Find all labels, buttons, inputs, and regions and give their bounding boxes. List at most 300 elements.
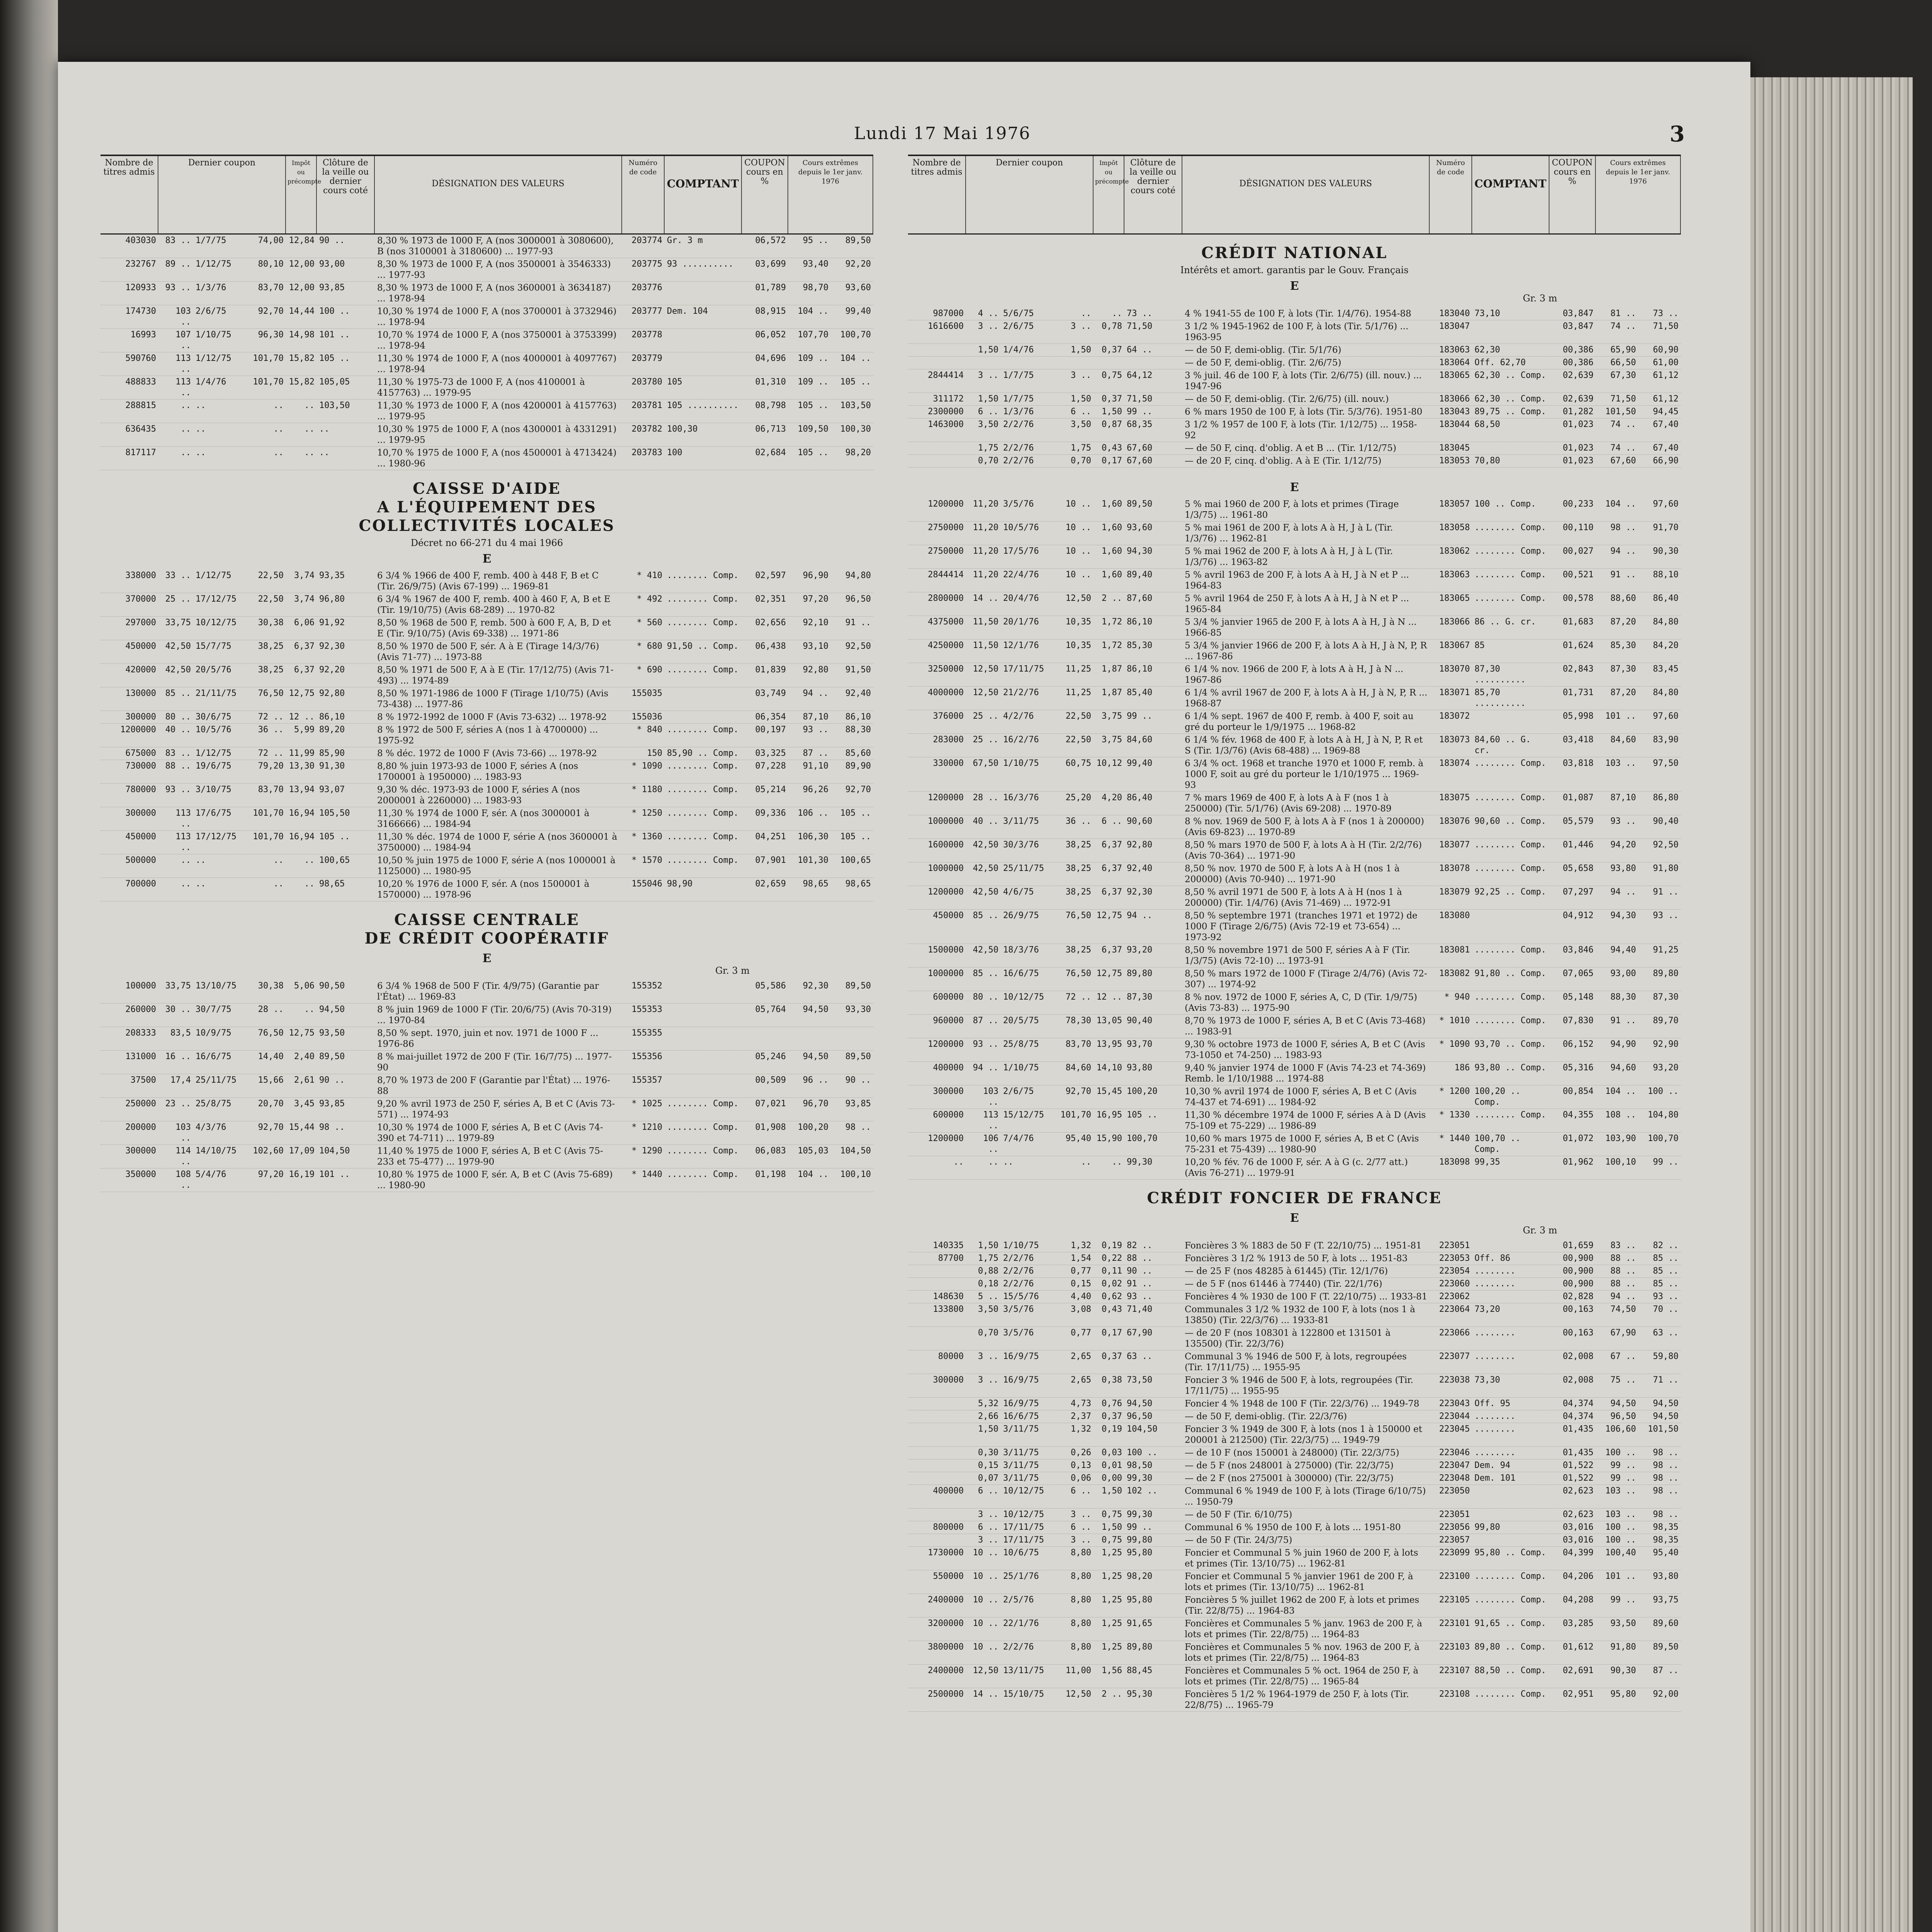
cell-montant-global: 5 ..: [978, 1292, 998, 1301]
cell-plus-bas: 97,60: [1653, 499, 1679, 509]
cell-plus-haut: 103,90: [1605, 1134, 1636, 1143]
cell-comptant: ........: [1475, 1352, 1515, 1361]
cell-designation: 4 % 1941-55 de 100 F, à lots (Tir. 1/4/76). 1954-88: [1185, 309, 1412, 319]
cell-montant-net: 38,25: [1065, 887, 1091, 897]
cell-montant-global: [966, 357, 1001, 369]
cell-plus-bas: 61,00: [1653, 358, 1679, 367]
cell-nombre-titres: [908, 344, 966, 356]
cell-nombre-titres: 1616600: [928, 321, 964, 331]
table-row: [908, 687, 1681, 710]
page-date: Lundi 17 Mai 1976: [854, 124, 1031, 143]
cell-nombre-titres: 3800000: [928, 1642, 964, 1652]
cell-coupon-cours: 02,843: [1563, 664, 1594, 674]
cell-plus-haut: 101 ..: [1605, 1571, 1636, 1581]
cell-coupon-cours: 01,962: [1563, 1157, 1594, 1167]
cell-comptant: 93,70 .. Comp.: [1475, 1039, 1546, 1049]
cell-impot: 0,75: [1102, 1535, 1122, 1545]
cell-cloture: 71,50: [1127, 394, 1153, 404]
left-rows-bottom: [100, 980, 873, 1192]
cell-montant-global: 103 ..: [983, 1087, 1004, 1107]
cell-montant-global: 80 ..: [973, 992, 998, 1002]
table-row: [908, 1015, 1681, 1038]
cell-coupon-cours: 04,912: [1563, 911, 1594, 920]
cell-designation: 10,70 % 1975 de 1000 F, A (nos 4500001 à 4713424) ... 1980-96: [377, 448, 619, 469]
cell-cloture: 100 ..: [1127, 1448, 1158, 1458]
cell-impot: 16,94: [289, 832, 315, 842]
cell-montant-global: 0,88: [978, 1266, 998, 1276]
cell-date-detach: 2/2/76: [1003, 1253, 1034, 1263]
cell-coupon-cours: 05,579: [1563, 816, 1594, 826]
table-row: [100, 352, 873, 376]
table-row: [100, 854, 873, 878]
cell-coupon-cours: 04,374: [1563, 1412, 1594, 1421]
cell-montant-global: 3 ..: [978, 371, 998, 380]
cell-impot: ..: [304, 879, 315, 889]
cell-date-detach: 17/11/75: [1003, 1522, 1044, 1532]
col-comptant: COMPTANT: [665, 156, 742, 233]
cell-montant-net: 1,50: [1071, 345, 1091, 355]
cell-code: 223051: [1439, 1510, 1470, 1519]
cell-code: 183081: [1439, 945, 1470, 955]
cell-plus-bas: 100,70: [1648, 1134, 1679, 1143]
cell-date-detach: 2/2/76: [1003, 420, 1034, 429]
cell-cloture: 95,80: [1127, 1595, 1153, 1605]
cell-nombre-titres: 130000: [125, 689, 156, 698]
cell-montant-net: 92,70: [258, 306, 284, 316]
table-row: [908, 1374, 1681, 1398]
cell-date-detach: 1/12/75: [196, 259, 231, 269]
cell-nombre-titres: 1000000: [928, 969, 964, 978]
cell-montant-net: 102,60: [253, 1146, 284, 1156]
cell-cloture: 93,60: [1127, 523, 1153, 532]
cell-montant-global: 12,50: [973, 688, 998, 697]
cell-coupon-cours: 03,285: [1563, 1619, 1594, 1628]
cell-comptant: ........ Comp.: [667, 1122, 739, 1132]
cell-montant-net: 95,40: [1065, 1134, 1091, 1143]
cell-montant-global: 83 ..: [165, 236, 191, 245]
cell-plus-haut: 91,80: [1610, 1642, 1636, 1652]
cell-comptant: 99,80: [1475, 1522, 1500, 1532]
cell-montant-global: 33 ..: [165, 571, 191, 580]
cell-code: 183082: [1439, 969, 1470, 978]
cell-impot: 6,37: [1102, 840, 1122, 850]
cell-montant-global: 6 ..: [978, 1486, 998, 1496]
cell-plus-haut: 67,60: [1610, 456, 1636, 466]
cell-plus-haut: 65,90: [1610, 345, 1636, 355]
cell-coupon-cours: 01,522: [1563, 1473, 1594, 1483]
cell-plus-bas: 100,65: [840, 855, 871, 865]
cell-plus-haut: 87,20: [1610, 688, 1636, 697]
cell-code: 183062: [1439, 546, 1470, 556]
cell-montant-net: 101,70: [253, 354, 284, 363]
cell-code: 183074: [1439, 759, 1470, 768]
col-nombre-titres: Nombre de titres admis: [908, 156, 966, 233]
cell-comptant: ........ Comp.: [1475, 759, 1546, 768]
cell-montant-net: 12,50: [1065, 1689, 1091, 1699]
cell-impot: 0,11: [1102, 1266, 1122, 1276]
cell-code: 183078: [1439, 864, 1470, 873]
cell-comptant: ........ Comp.: [667, 725, 739, 735]
table-row: [908, 1265, 1681, 1278]
cell-plus-bas: 93,30: [845, 1005, 871, 1014]
cell-designation: 8 % 1972 de 500 F, séries A (nos 1 à 4700000) ... 1975-92: [377, 725, 601, 746]
cell-code: * 492: [636, 594, 662, 604]
cell-designation: 6 3/4 % 1968 de 500 F (Tir. 4/9/75) (Garantie par l'État) ... 1969-83: [377, 981, 602, 1002]
cell-coupon-cours: 01,310: [755, 377, 786, 387]
cell-montant-global: 42,50: [165, 665, 191, 675]
cell-designation: 9,30 % octobre 1973 de 1000 F, séries A, B et C (Avis 73-1050 et 74-250) ... 1983-93: [1185, 1039, 1428, 1060]
cell-designation: Foncier et Communal 5 % janvier 1961 de 200 F, à lots et primes (Tir. 13/10/75) ... 1962-81: [1185, 1571, 1416, 1592]
cell-montant-net: 0,15: [1071, 1279, 1091, 1289]
table-row: [908, 569, 1681, 592]
cell-montant-net: 101,70: [253, 377, 284, 387]
cell-designation: — de 2 F (nos 275001 à 300000) (Tir. 22/3/75): [1185, 1473, 1394, 1483]
cell-code: 183057: [1439, 499, 1470, 509]
cell-montant-net: 3,08: [1071, 1304, 1091, 1314]
cell-designation: 8 % nov. 1972 de 1000 F, séries A, C, D (Tir. 1/9/75) (Avis 73-83) ... 1975-90: [1185, 992, 1420, 1013]
cell-date-detach: 2/6/75: [1003, 1087, 1034, 1096]
cell-nombre-titres: 140335: [933, 1241, 964, 1250]
cell-coupon-cours: 02,656: [755, 618, 786, 628]
cell-date-detach: 16/6/75: [196, 1052, 231, 1061]
table-row: [100, 282, 873, 305]
cell-coupon-cours: 01,659: [1563, 1241, 1594, 1250]
cell-montant-global: 25 ..: [973, 711, 998, 721]
right-rows-b: [908, 498, 1681, 886]
cell-montant-net: ..: [1081, 1157, 1091, 1167]
cell-montant-global: 85 ..: [165, 689, 191, 698]
cell-impot: 16,95: [1096, 1110, 1122, 1120]
cell-cloture: 87,30: [1127, 992, 1153, 1002]
cell-plus-haut: 105 ..: [798, 401, 828, 410]
cell-montant-net: 28 ..: [258, 1005, 284, 1014]
cell-date-detach: 3/5/76: [1003, 1328, 1034, 1338]
cell-cloture: 90 ..: [319, 1075, 345, 1085]
cell-plus-haut: 94 ..: [803, 689, 828, 698]
cell-plus-haut: 67 ..: [1610, 1352, 1636, 1361]
cell-plus-bas: 93 ..: [1653, 911, 1679, 920]
cell-plus-bas: 103,50: [840, 401, 871, 410]
cell-cloture: 99,80: [1127, 1535, 1153, 1545]
table-row: [908, 1327, 1681, 1350]
cell-code: * 1250: [631, 808, 662, 818]
cell-montant-global: 83 ..: [165, 748, 191, 758]
cell-code: 183070: [1439, 664, 1470, 674]
cell-plus-bas: 105 ..: [840, 377, 871, 387]
cell-coupon-cours: 06,152: [1563, 1039, 1594, 1049]
cell-code: 223107: [1439, 1666, 1470, 1675]
cell-cloture: 98,65: [319, 879, 345, 889]
cell-designation: 8,70 % 1973 de 200 F (Garantie par l'État) ... 1976-88: [377, 1075, 610, 1096]
cell-code: 183065: [1439, 594, 1470, 603]
cell-montant-net: 96,30: [258, 330, 284, 340]
cell-cloture: 67,60: [1127, 443, 1153, 453]
cell-designation: 6 3/4 % oct. 1968 et tranche 1970 et 1000 F, remb. à 1000 F, soit au gré du porteur le 1/10/1975 ... 1969-93: [1185, 759, 1427, 790]
cell-montant-global: 0,15: [978, 1461, 998, 1470]
cell-cloture: 93,20: [1127, 945, 1153, 955]
cell-nombre-titres: [908, 1278, 966, 1290]
cell-plus-haut: 104 ..: [1605, 499, 1636, 509]
cell-date-detach: 2/6/75: [1003, 321, 1034, 331]
cell-code: 223047: [1439, 1461, 1470, 1470]
cell-montant-global: 25 ..: [973, 735, 998, 745]
cell-cloture: 93,70: [1127, 1039, 1153, 1049]
cell-cloture: 100,65: [319, 855, 350, 865]
cell-cloture: 92,80: [319, 689, 345, 698]
cell-comptant: Off. 86: [1475, 1253, 1510, 1263]
cell-code: 183080: [1439, 911, 1470, 920]
cell-comptant: [665, 1051, 742, 1074]
cell-designation: Foncières 3 1/2 % 1913 de 50 F, à lots ... 1951-83: [1185, 1253, 1408, 1264]
cell-montant-global: 5,32: [978, 1399, 998, 1408]
cell-plus-bas: 90,40: [1653, 816, 1679, 826]
cell-code: 223054: [1439, 1266, 1470, 1276]
cell-date-detach: 22/1/76: [1003, 1619, 1039, 1628]
cell-montant-net: 79,20: [258, 761, 284, 771]
cell-coupon-cours: 02,684: [755, 448, 786, 457]
cell-designation: Communal 6 % 1950 de 100 F, à lots ... 1951-80: [1185, 1522, 1401, 1532]
cell-code: 183077: [1439, 840, 1470, 850]
cell-comptant: 91,80 .. Comp.: [1475, 969, 1546, 978]
cell-comptant: 95,80 .. Comp.: [1475, 1548, 1546, 1558]
cell-impot: 0,75: [1102, 1510, 1122, 1519]
cell-impot: ..: [304, 448, 315, 457]
cell-comptant: 85: [1475, 641, 1485, 650]
cell-comptant: Dem. 101: [1475, 1473, 1515, 1483]
cell-designation: 5 % mai 1962 de 200 F, à lots A à H, J à L (Tir. 1/3/76) ... 1963-82: [1185, 546, 1396, 567]
cell-coupon-cours: 01,839: [755, 665, 786, 675]
cell-plus-haut: 106,30: [798, 832, 828, 842]
cell-montant-global: ..: [180, 855, 191, 865]
cell-plus-haut: 83 ..: [1610, 1241, 1636, 1250]
cell-montant-global: 85 ..: [973, 969, 998, 978]
cell-comptant: 105 ..........: [667, 401, 739, 410]
cell-cloture: 64,12: [1127, 371, 1153, 380]
cell-nombre-titres: 1500000: [928, 945, 964, 955]
cell-impot: 6 ..: [1102, 816, 1122, 826]
cell-date-detach: 16/9/75: [1003, 1399, 1039, 1408]
cell-comptant: 99,35: [1475, 1157, 1500, 1167]
cell-montant-net: 101,70: [253, 832, 284, 842]
cell-montant-net: 22,50: [258, 571, 284, 580]
cell-coupon-cours: 02,659: [755, 879, 786, 889]
cell-plus-bas: 105 ..: [840, 808, 871, 818]
cell-cloture: 73,50: [1127, 1375, 1153, 1385]
table-row: [908, 663, 1681, 687]
cell-montant-global: 113 ..: [983, 1110, 1004, 1131]
cell-designation: 10,30 % avril 1974 de 1000 F, séries A, B et C (Avis 74-437 et 74-691) ... 1984-92: [1185, 1087, 1420, 1107]
section-subtitle: Intérêts et amort. garantis par le Gouv. Français: [1180, 265, 1409, 276]
cell-montant-net: 76,50: [1065, 911, 1091, 920]
section-title-line2: A L'ÉQUIPEMENT DES: [377, 498, 597, 516]
cell-nombre-titres: [908, 1265, 966, 1277]
cell-montant-net: 0,26: [1071, 1448, 1091, 1458]
cell-plus-bas: 70 ..: [1653, 1304, 1679, 1314]
cell-plus-bas: 86,40: [1653, 594, 1679, 603]
table-row: [100, 760, 873, 784]
cell-date-detach: ..: [1003, 1157, 1014, 1167]
cell-code: * 1290: [631, 1146, 662, 1156]
cell-designation: 8,30 % 1973 de 1000 F, A (nos 3500001 à 3546333) ... 1977-93: [377, 259, 614, 280]
cell-impot: 1,87: [1102, 664, 1122, 674]
cell-comptant: [665, 1074, 742, 1097]
cell-nombre-titres: 174730: [125, 306, 156, 316]
cell-comptant: Gr. 3 m: [667, 236, 703, 245]
cell-coupon-cours: 00,386: [1563, 358, 1594, 367]
cell-designation: 5 3/4 % janvier 1965 de 200 F, à lots A à H, J à N ... 1966-85: [1185, 617, 1420, 638]
cell-designation: — de 50 F, demi-oblig. (Tir. 5/1/76): [1185, 345, 1342, 355]
cell-nombre-titres: 1200000: [120, 725, 156, 735]
cell-montant-global: 113 ..: [175, 808, 196, 829]
cell-cloture: 104,50: [319, 1146, 350, 1156]
cell-plus-bas: 66,90: [1653, 456, 1679, 466]
cell-plus-bas: 92,70: [845, 785, 871, 794]
column-headers: [908, 155, 1681, 235]
cell-designation: 3 1/2 % 1957 de 100 F, à lots (Tir. 1/12/75) ... 1958-92: [1185, 420, 1417, 440]
cell-comptant: 89,75 .. Comp.: [1475, 407, 1546, 417]
cell-comptant: [665, 352, 742, 376]
cell-cloture: 92,40: [1127, 864, 1153, 873]
cell-impot: 1,60: [1102, 570, 1122, 580]
cell-code: 203777: [631, 306, 662, 316]
cell-cloture: ..: [319, 424, 330, 434]
cell-coupon-cours: 01,023: [1563, 456, 1594, 466]
cell-comptant: ........ Comp.: [1475, 840, 1546, 850]
cell-code: * 1200: [1439, 1087, 1470, 1096]
cell-code: 183073: [1439, 735, 1470, 745]
cell-montant-global: 23 ..: [165, 1099, 191, 1109]
cell-plus-haut: 93 ..: [1610, 816, 1636, 826]
cell-coupon-cours: 09,336: [755, 808, 786, 818]
cell-plus-bas: 67,40: [1653, 443, 1679, 453]
table-row: [100, 329, 873, 352]
cell-date-detach: 1/10/75: [1003, 759, 1039, 768]
cell-cloture: 96,80: [319, 594, 345, 604]
cell-designation: Communales 3 1/2 % 1932 de 100 F, à lots (nos 1 à 13850) (Tir. 22/3/76) ... 1933-81: [1185, 1304, 1418, 1325]
table-row: [908, 1459, 1681, 1472]
cell-cloture: 85,90: [319, 748, 345, 758]
cell-comptant: ........ Comp.: [1475, 1110, 1546, 1120]
cell-plus-bas: 92,90: [1653, 1039, 1679, 1049]
cell-plus-haut: 103 ..: [1605, 759, 1636, 768]
table-row: [908, 1534, 1681, 1547]
cell-date-detach: [1001, 357, 1051, 369]
cell-coupon-cours: 05,148: [1563, 992, 1594, 1002]
cell-coupon-cours: 07,228: [755, 761, 786, 771]
cell-code: * 1180: [631, 785, 662, 794]
cell-plus-haut: 106 ..: [798, 808, 828, 818]
cell-impot: 1,25: [1102, 1642, 1122, 1652]
cell-date-detach: 21/2/76: [1003, 688, 1039, 697]
cell-date-detach: 20/4/76: [1003, 594, 1039, 603]
cell-plus-bas: 89,50: [1653, 1642, 1679, 1652]
table-row: [908, 1062, 1681, 1085]
cell-coupon-cours: 00,521: [1563, 570, 1594, 580]
cell-impot: 1,50: [1102, 407, 1122, 417]
cell-designation: 3 1/2 % 1945-1962 de 100 F, à lots (Tir. 5/1/76) ... 1963-95: [1185, 321, 1412, 342]
cell-cloture: 93,80: [1127, 1063, 1153, 1073]
cell-comptant: ........: [1475, 1328, 1515, 1338]
cell-code: 183066: [1439, 617, 1470, 627]
cell-date-detach: 1/3/76: [1003, 407, 1034, 417]
cell-comptant: ........ Comp.: [667, 832, 739, 842]
cell-date-detach: 1/3/76: [196, 283, 226, 293]
table-row: [908, 344, 1681, 357]
cell-impot: 10,12: [1096, 759, 1122, 768]
cell-montant-global: ..: [180, 448, 191, 457]
cell-comptant: 100: [667, 448, 682, 457]
cell-code: 223053: [1439, 1253, 1470, 1263]
cell-comptant: [665, 1003, 742, 1027]
cell-date-detach: 1/7/75: [1003, 394, 1034, 404]
cell-designation: — de 50 F (Tir. 24/3/75): [1185, 1535, 1293, 1545]
cell-impot: 13,94: [289, 785, 315, 794]
cell-cloture: 82 ..: [1127, 1241, 1153, 1250]
cell-nombre-titres: 2844414: [928, 570, 964, 580]
cell-designation: 11,30 % décembre 1974 de 1000 F, séries A à D (Avis 75-109 et 75-229) ... 1986-89: [1185, 1110, 1429, 1131]
cell-code: 155356: [631, 1052, 662, 1061]
cell-coupon-cours: 03,847: [1563, 309, 1594, 318]
cell-date-detach: 2/2/76: [1003, 443, 1034, 453]
cell-impot: 1,60: [1102, 546, 1122, 556]
cell-designation: — de 5 F (nos 248001 à 275000) (Tir. 22/3/75): [1185, 1461, 1394, 1471]
cell-montant-net: 30,38: [258, 981, 284, 991]
cell-impot: 12,75: [1096, 969, 1122, 978]
section-e-marker: E: [1290, 279, 1299, 293]
cell-impot: 1,50: [1102, 1486, 1122, 1496]
section-e2: [908, 468, 1681, 498]
cell-code: * 1090: [1439, 1039, 1470, 1049]
cell-plus-haut: 88 ..: [1610, 1266, 1636, 1276]
table-row: [908, 1617, 1681, 1641]
cell-comptant: ........ Comp.: [667, 665, 739, 675]
cell-plus-bas: 84,20: [1653, 641, 1679, 650]
cell-montant-global: 3 ..: [978, 321, 998, 331]
cell-date-detach: 2/5/76: [1003, 1595, 1034, 1605]
cell-date-detach: 17/11/75: [1003, 1535, 1044, 1545]
cell-plus-haut: 93,80: [1610, 864, 1636, 873]
cell-montant-net: 1,32: [1071, 1424, 1091, 1434]
cell-plus-haut: 84,60: [1610, 735, 1636, 745]
cell-impot: 4,20: [1102, 793, 1122, 803]
cell-montant-global: 33,75: [165, 618, 191, 628]
cell-montant-global: 3 ..: [978, 1510, 998, 1519]
cell-plus-haut: 85,30: [1610, 641, 1636, 650]
cell-designation: 10,50 % juin 1975 de 1000 F, série A (nos 1000001 à 1125000) ... 1980-95: [377, 855, 619, 876]
cell-coupon-cours: 00,197: [755, 725, 786, 735]
cell-designation: 8 % nov. 1969 de 500 F, à lots A à F (nos 1 à 200000) (Avis 69-823) ... 1970-89: [1185, 816, 1427, 837]
cell-plus-bas: 89,80: [1653, 969, 1679, 978]
cell-cloture: 84,60: [1127, 735, 1153, 745]
cell-date-detach: 3/10/75: [196, 785, 231, 794]
cell-plus-haut: 94,50: [803, 1052, 828, 1061]
cell-date-detach: 1/12/75: [196, 748, 231, 758]
cell-plus-bas: 101,50: [1648, 1424, 1679, 1434]
cell-cloture: 90,50: [319, 981, 345, 991]
cell-impot: 12,00: [289, 259, 315, 269]
cell-nombre-titres: 260000: [125, 1005, 156, 1014]
cell-montant-net: 3 ..: [1071, 1535, 1091, 1545]
cell-plus-bas: 96,50: [845, 594, 871, 604]
cell-montant-global: 42,50: [973, 887, 998, 897]
cell-designation: 6 3/4 % 1966 de 400 F, remb. 400 à 448 F, B et C (Tir. 26/9/75) (Avis 67-199) ... 1969-81: [377, 571, 602, 592]
cell-nombre-titres: 100000: [125, 981, 156, 991]
cell-impot: 6,06: [294, 618, 315, 628]
cell-date-detach: 7/4/76: [1003, 1134, 1034, 1143]
cell-plus-haut: 93,40: [803, 259, 828, 269]
section-e-marker: E: [482, 552, 492, 566]
cell-comptant: 87,30 ..........: [1475, 664, 1526, 685]
